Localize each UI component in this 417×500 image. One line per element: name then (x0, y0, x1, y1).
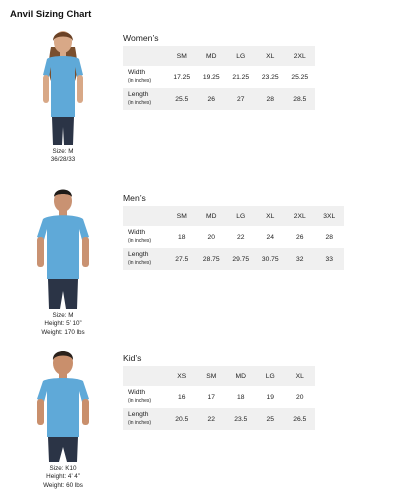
size-header: LG (226, 46, 256, 66)
man-model-image (31, 187, 95, 309)
row-label-text: Length (128, 251, 149, 258)
row-unit: (in inches) (128, 100, 152, 106)
size-header: 2XL (285, 46, 315, 66)
size-header: SM (167, 206, 197, 226)
size-table-men (123, 206, 344, 270)
row-label (123, 408, 167, 430)
table-cell: 25 (256, 408, 286, 430)
section-title-women: Women’s (123, 33, 159, 43)
table-cell: 18 (237, 393, 245, 401)
row-label-text: Width (128, 389, 146, 396)
row-unit: (in inches) (128, 238, 152, 244)
table-cell: 26 (296, 233, 304, 241)
table-cell: 33 (315, 248, 345, 270)
table-cell: 17.25 (173, 73, 191, 81)
row-label (123, 66, 167, 88)
row-label (123, 386, 167, 408)
size-header: 3XL (315, 206, 345, 226)
table-cell: 27.5 (167, 248, 197, 270)
table-row (123, 248, 344, 270)
size-header: XL (256, 206, 286, 226)
table-cell: 24 (266, 233, 274, 241)
table-cell: 28.5 (285, 88, 315, 110)
row-label-text: Length (128, 411, 149, 418)
caption-line: 36/28/33 (50, 156, 76, 164)
row-unit: (in inches) (128, 78, 152, 84)
caption-line: Size: M (52, 312, 74, 319)
table-cell: 20.5 (167, 408, 197, 430)
size-table-kids (123, 366, 315, 430)
model-photo-kids (18, 347, 108, 490)
model-photo-women (18, 27, 108, 165)
caption-line: Size: M (52, 148, 74, 155)
table-cell: 17 (207, 393, 215, 401)
row-label-text: Length (128, 91, 149, 98)
size-header: LG (226, 206, 256, 226)
size-header: LG (256, 366, 286, 386)
table-cell: 20 (296, 393, 304, 401)
table-cell: 21.25 (232, 73, 250, 81)
size-header: XL (256, 46, 286, 66)
caption-line: Weight: 170 lbs (41, 328, 85, 336)
table-row (123, 226, 344, 248)
section-title-kids: Kid’s (123, 353, 142, 363)
table-cell: 25.25 (291, 73, 309, 81)
row-unit: (in inches) (128, 260, 152, 266)
model-photo-men (18, 187, 108, 337)
table-cell: 25.5 (167, 88, 197, 110)
size-header: MD (226, 366, 256, 386)
size-header: MD (197, 46, 227, 66)
kid-model-image (33, 347, 93, 462)
caption-line: Weight: 60 lbs (43, 481, 83, 489)
size-table-women (123, 46, 315, 110)
row-label-text: Width (128, 69, 146, 76)
size-header: 2XL (285, 206, 315, 226)
section-title-men: Men’s (123, 193, 146, 203)
size-header: XS (167, 366, 197, 386)
table-row (123, 386, 315, 408)
table-cell: 20 (207, 233, 215, 241)
table-cell: 22 (237, 233, 245, 241)
table-cell: 28 (256, 88, 286, 110)
table-cell: 28.75 (197, 248, 227, 270)
table-cell: 27 (226, 88, 256, 110)
table-cell: 26.5 (285, 408, 315, 430)
table-cell: 28 (325, 233, 333, 241)
table-cell: 30.75 (256, 248, 286, 270)
row-label (123, 226, 167, 248)
size-header: MD (197, 206, 227, 226)
table-corner (123, 366, 167, 386)
table-cell: 26 (197, 88, 227, 110)
table-cell: 22 (197, 408, 227, 430)
table-corner (123, 206, 167, 226)
size-header: SM (167, 46, 197, 66)
table-cell: 32 (285, 248, 315, 270)
table-row (123, 408, 315, 430)
row-label (123, 248, 167, 270)
table-cell: 29.75 (226, 248, 256, 270)
table-cell: 23.5 (226, 408, 256, 430)
table-corner (123, 46, 167, 66)
caption-line: Height: 4’ 4” (46, 473, 80, 481)
row-unit: (in inches) (128, 420, 152, 426)
table-row (123, 66, 315, 88)
row-label (123, 88, 167, 110)
page-title: Anvil Sizing Chart (10, 9, 92, 20)
size-header: XL (285, 366, 315, 386)
caption-line: Height: 5’ 10” (44, 320, 82, 328)
caption-line: Size: K10 (49, 465, 77, 472)
woman-model-image (33, 27, 93, 145)
table-row (123, 88, 315, 110)
table-cell: 19 (266, 393, 274, 401)
size-header: SM (197, 366, 227, 386)
row-label-text: Width (128, 229, 146, 236)
table-cell: 16 (178, 393, 186, 401)
table-cell: 23.25 (261, 73, 279, 81)
row-unit: (in inches) (128, 398, 152, 404)
table-cell: 19.25 (202, 73, 220, 81)
table-cell: 18 (178, 233, 186, 241)
